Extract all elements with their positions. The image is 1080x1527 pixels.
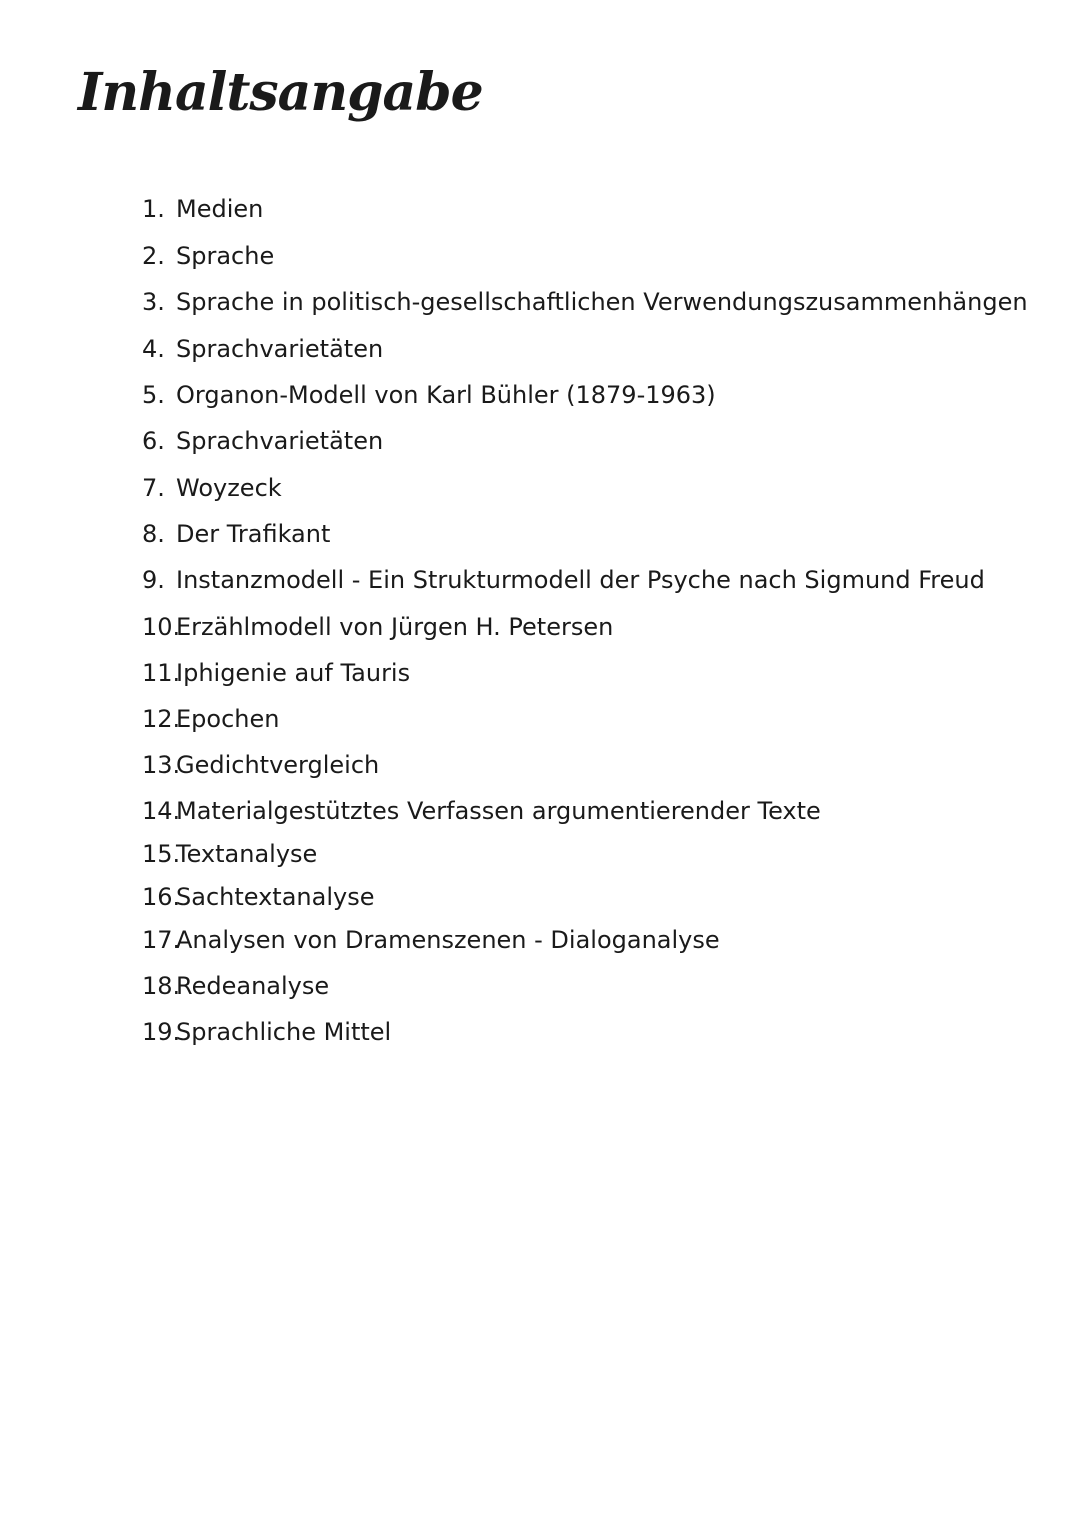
toc-item-label: Sprachliche Mittel (176, 1018, 392, 1046)
toc-item (142, 840, 317, 876)
toc-item-label: Sprachvarietäten (176, 427, 384, 455)
toc-item (142, 195, 263, 231)
toc-item-number: 12. (142, 705, 181, 733)
toc-item-label: Sprachvarietäten (176, 335, 384, 363)
toc-item-label: Redeanalyse (176, 972, 330, 1000)
toc-item-number: 2. (142, 242, 165, 270)
toc-item (142, 797, 821, 833)
toc-item-number: 16. (142, 883, 181, 911)
toc-item-label: Sachtextanalyse (176, 883, 375, 911)
toc-item (142, 659, 410, 695)
toc-item-number: 10. (142, 613, 181, 641)
toc-item (142, 335, 383, 371)
toc-item (142, 1018, 391, 1054)
toc-item-label: Woyzeck (176, 474, 282, 502)
toc-item (142, 520, 330, 556)
toc-item (142, 751, 379, 787)
toc-item-label: Sprache in politisch-gesellschaftlichen Verwendungszusammenhängen (176, 288, 1028, 316)
toc-item-number: 19. (142, 1018, 181, 1046)
toc-item (142, 926, 720, 962)
toc-item-label: Materialgestütztes Verfassen argumentierender Texte (176, 797, 821, 825)
toc-item-number: 13. (142, 751, 181, 779)
toc-item-number: 14. (142, 797, 181, 825)
toc-item-number: 15. (142, 840, 181, 868)
toc-item (142, 613, 613, 649)
toc-item (142, 705, 279, 741)
toc-item-number: 11. (142, 659, 181, 687)
toc-item-label: Textanalyse (176, 840, 318, 868)
toc-item-number: 3. (142, 288, 165, 316)
toc-item (142, 381, 716, 417)
toc-item-number: 6. (142, 427, 165, 455)
toc-item (142, 288, 1028, 324)
toc-item-number: 1. (142, 195, 165, 223)
toc-item-number: 9. (142, 566, 165, 594)
toc-item-label: Organon-Modell von Karl Bühler (1879-1963) (176, 381, 716, 409)
toc-item-label: Der Trafikant (176, 520, 331, 548)
toc-item (142, 566, 985, 602)
toc-item-number: 4. (142, 335, 165, 363)
toc-item-number: 5. (142, 381, 165, 409)
toc-item-label: Iphigenie auf Tauris (176, 659, 411, 687)
toc-item (142, 474, 282, 510)
toc-item (142, 883, 374, 919)
toc-item-label: Epochen (176, 705, 280, 733)
toc-item (142, 242, 274, 278)
toc-item-number: 7. (142, 474, 165, 502)
toc-item-number: 8. (142, 520, 165, 548)
toc-item-label: Erzählmodell von Jürgen H. Petersen (176, 613, 614, 641)
toc-item-number: 17. (142, 926, 181, 954)
toc-item-label: Medien (176, 195, 264, 223)
toc-item-label: Analysen von Dramenszenen - Dialoganalyse (176, 926, 720, 954)
toc-item (142, 972, 329, 1008)
toc-item-label: Gedichtvergleich (176, 751, 380, 779)
page-title: Inhaltsangabe (78, 62, 483, 123)
toc-item-label: Sprache (176, 242, 275, 270)
toc-item-label: Instanzmodell - Ein Strukturmodell der Psyche nach Sigmund Freud (176, 566, 985, 594)
toc-item-number: 18. (142, 972, 181, 1000)
toc-item (142, 427, 383, 463)
